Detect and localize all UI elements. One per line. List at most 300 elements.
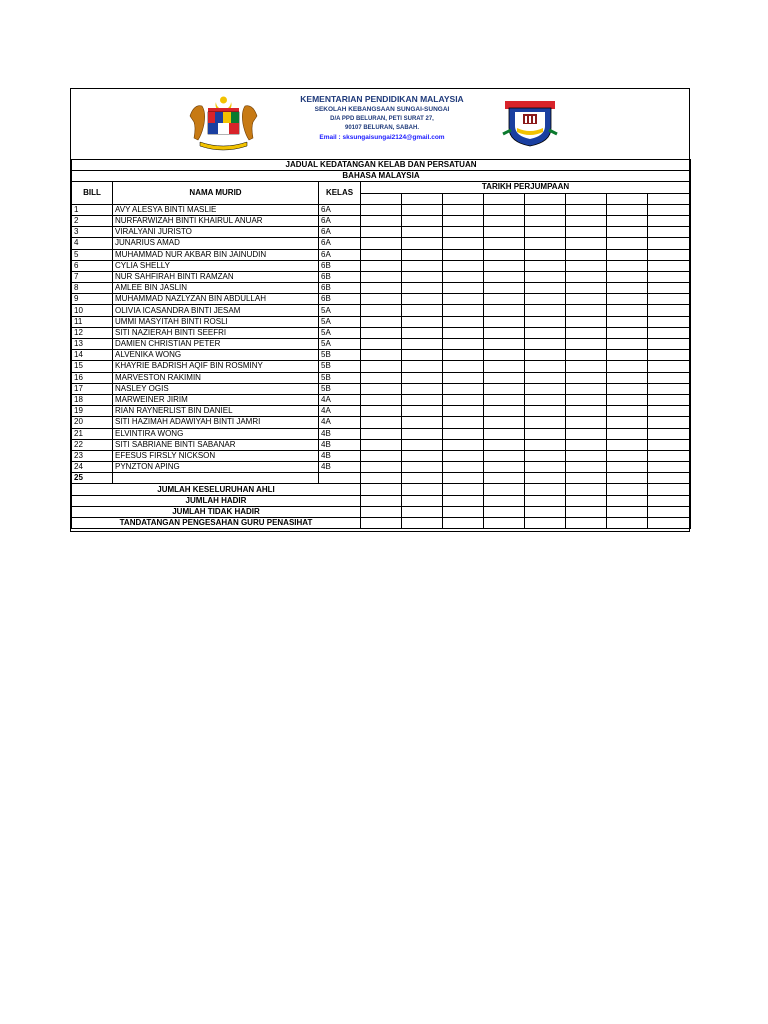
attendance-cell[interactable] — [607, 249, 648, 260]
date-header-cell[interactable] — [648, 193, 691, 204]
attendance-cell[interactable] — [361, 462, 402, 473]
attendance-cell[interactable] — [361, 473, 402, 484]
attendance-cell[interactable] — [484, 406, 525, 417]
attendance-cell[interactable] — [648, 215, 691, 226]
attendance-cell[interactable] — [607, 383, 648, 394]
attendance-cell[interactable] — [484, 249, 525, 260]
table-row — [72, 394, 691, 405]
attendance-cell[interactable] — [648, 350, 691, 361]
summary-cell[interactable] — [443, 518, 484, 529]
kelas-cell: 5A — [319, 305, 361, 316]
table-row — [72, 383, 691, 394]
table-row — [72, 305, 691, 316]
attendance-cell[interactable] — [566, 249, 607, 260]
attendance-cell[interactable] — [443, 227, 484, 238]
attendance-cell[interactable] — [402, 327, 443, 338]
kelas-cell: 4A — [319, 406, 361, 417]
attendance-cell[interactable] — [443, 238, 484, 249]
attendance-cell[interactable] — [566, 450, 607, 461]
attendance-cell[interactable] — [607, 428, 648, 439]
attendance-cell[interactable] — [566, 473, 607, 484]
attendance-cell[interactable] — [443, 316, 484, 327]
attendance-cell[interactable] — [402, 361, 443, 372]
attendance-cell[interactable] — [443, 204, 484, 215]
attendance-cell[interactable] — [648, 204, 691, 215]
attendance-cell[interactable] — [525, 394, 566, 405]
attendance-cell[interactable] — [648, 406, 691, 417]
attendance-cell[interactable] — [402, 406, 443, 417]
attendance-cell[interactable] — [566, 294, 607, 305]
table-row — [72, 227, 691, 238]
attendance-cell[interactable] — [566, 383, 607, 394]
attendance-cell[interactable] — [361, 361, 402, 372]
date-header-cell[interactable] — [402, 193, 443, 204]
attendance-cell[interactable] — [648, 439, 691, 450]
attendance-cell[interactable] — [648, 473, 691, 484]
bill-cell: 19 — [72, 406, 113, 417]
attendance-cell[interactable] — [525, 327, 566, 338]
attendance-cell[interactable] — [402, 428, 443, 439]
attendance-cell[interactable] — [443, 439, 484, 450]
attendance-cell[interactable] — [525, 417, 566, 428]
attendance-cell[interactable] — [361, 316, 402, 327]
summary-cell[interactable] — [525, 506, 566, 517]
attendance-cell[interactable] — [607, 238, 648, 249]
attendance-cell[interactable] — [484, 283, 525, 294]
attendance-cell[interactable] — [361, 372, 402, 383]
attendance-cell[interactable] — [361, 406, 402, 417]
attendance-cell[interactable] — [361, 260, 402, 271]
attendance-cell[interactable] — [402, 417, 443, 428]
student-name-cell: DAMIEN CHRISTIAN PETER — [113, 339, 319, 350]
attendance-cell[interactable] — [402, 439, 443, 450]
attendance-cell[interactable] — [484, 215, 525, 226]
table-row — [72, 260, 691, 271]
kelas-cell: 6A — [319, 227, 361, 238]
attendance-cell[interactable] — [484, 473, 525, 484]
attendance-cell[interactable] — [566, 350, 607, 361]
attendance-cell[interactable] — [443, 383, 484, 394]
attendance-cell[interactable] — [648, 417, 691, 428]
attendance-cell[interactable] — [484, 204, 525, 215]
attendance-cell[interactable] — [361, 450, 402, 461]
attendance-cell[interactable] — [525, 350, 566, 361]
attendance-cell[interactable] — [648, 383, 691, 394]
attendance-sheet — [70, 88, 690, 532]
summary-cell[interactable] — [443, 506, 484, 517]
attendance-cell[interactable] — [361, 249, 402, 260]
attendance-cell[interactable] — [566, 406, 607, 417]
table-row — [72, 428, 691, 439]
attendance-cell[interactable] — [484, 361, 525, 372]
bill-cell: 3 — [72, 227, 113, 238]
attendance-cell[interactable] — [648, 227, 691, 238]
student-name-cell: NURFARWIZAH BINTI KHAIRUL ANUAR — [113, 215, 319, 226]
attendance-cell[interactable] — [443, 462, 484, 473]
attendance-cell[interactable] — [361, 215, 402, 226]
attendance-cell[interactable] — [525, 215, 566, 226]
address-line-2: 90107 BELURAN, SABAH. — [344, 125, 420, 131]
attendance-cell[interactable] — [566, 260, 607, 271]
attendance-table — [71, 159, 691, 529]
attendance-cell[interactable] — [402, 238, 443, 249]
attendance-cell[interactable] — [607, 473, 648, 484]
summary-row — [72, 518, 691, 529]
attendance-cell[interactable] — [648, 327, 691, 338]
summary-cell[interactable] — [402, 506, 443, 517]
summary-cell[interactable] — [648, 506, 691, 517]
attendance-cell[interactable] — [443, 249, 484, 260]
attendance-cell[interactable] — [402, 271, 443, 282]
attendance-cell[interactable] — [648, 305, 691, 316]
summary-cell[interactable] — [566, 495, 607, 506]
attendance-cell[interactable] — [607, 350, 648, 361]
attendance-cell[interactable] — [484, 305, 525, 316]
attendance-cell[interactable] — [484, 294, 525, 305]
attendance-cell[interactable] — [566, 428, 607, 439]
attendance-cell[interactable] — [566, 439, 607, 450]
attendance-cell[interactable] — [566, 283, 607, 294]
attendance-cell[interactable] — [484, 372, 525, 383]
attendance-cell[interactable] — [484, 227, 525, 238]
attendance-cell[interactable] — [402, 462, 443, 473]
date-header-cell[interactable] — [607, 193, 648, 204]
summary-cell[interactable] — [402, 484, 443, 495]
attendance-cell[interactable] — [484, 383, 525, 394]
attendance-cell[interactable] — [443, 305, 484, 316]
attendance-cell[interactable] — [361, 271, 402, 282]
attendance-cell[interactable] — [525, 227, 566, 238]
summary-cell[interactable] — [566, 506, 607, 517]
summary-cell[interactable] — [648, 495, 691, 506]
attendance-cell[interactable] — [443, 428, 484, 439]
ministry-name: KEMENTARIAN PENDIDIKAN MALAYSIA — [300, 94, 464, 104]
attendance-cell[interactable] — [607, 316, 648, 327]
attendance-cell[interactable] — [607, 227, 648, 238]
attendance-cell[interactable] — [484, 428, 525, 439]
attendance-cell[interactable] — [361, 204, 402, 215]
summary-cell[interactable] — [607, 518, 648, 529]
attendance-cell[interactable] — [443, 271, 484, 282]
bill-cell: 17 — [72, 383, 113, 394]
attendance-cell[interactable] — [648, 428, 691, 439]
attendance-cell[interactable] — [484, 339, 525, 350]
attendance-cell[interactable] — [484, 417, 525, 428]
attendance-cell[interactable] — [484, 316, 525, 327]
attendance-cell[interactable] — [607, 406, 648, 417]
bill-cell: 18 — [72, 394, 113, 405]
attendance-cell[interactable] — [361, 394, 402, 405]
summary-cell[interactable] — [402, 518, 443, 529]
attendance-cell[interactable] — [484, 462, 525, 473]
attendance-cell[interactable] — [443, 350, 484, 361]
student-name-cell: PYNZTON APING — [113, 462, 319, 473]
attendance-cell[interactable] — [361, 327, 402, 338]
attendance-cell[interactable] — [648, 394, 691, 405]
student-name-cell: MARVESTON RAKIMIN — [113, 372, 319, 383]
date-header-cell[interactable] — [361, 193, 402, 204]
summary-cell[interactable] — [525, 484, 566, 495]
attendance-cell[interactable] — [525, 305, 566, 316]
school-info — [271, 93, 493, 143]
attendance-cell[interactable] — [607, 294, 648, 305]
attendance-cell[interactable] — [484, 450, 525, 461]
attendance-cell[interactable] — [525, 260, 566, 271]
malaysia-coat-of-arms-icon — [186, 94, 261, 154]
summary-row — [72, 484, 691, 495]
attendance-cell[interactable] — [525, 271, 566, 282]
attendance-cell[interactable] — [607, 394, 648, 405]
summary-cell[interactable] — [525, 518, 566, 529]
attendance-cell[interactable] — [443, 394, 484, 405]
summary-cell[interactable] — [484, 495, 525, 506]
table-row — [72, 249, 691, 260]
attendance-cell[interactable] — [402, 204, 443, 215]
school-name: SEKOLAH KEBANGSAAN SUNGAI-SUNGAI — [314, 106, 450, 113]
attendance-cell[interactable] — [525, 238, 566, 249]
attendance-cell[interactable] — [443, 260, 484, 271]
kelas-cell: 5A — [319, 316, 361, 327]
attendance-cell[interactable] — [402, 350, 443, 361]
kelas-cell: 4A — [319, 417, 361, 428]
attendance-cell[interactable] — [402, 450, 443, 461]
table-row — [72, 406, 691, 417]
attendance-cell[interactable] — [443, 339, 484, 350]
attendance-cell[interactable] — [648, 361, 691, 372]
summary-cell[interactable] — [361, 506, 402, 517]
summary-cell[interactable] — [484, 518, 525, 529]
attendance-cell[interactable] — [361, 350, 402, 361]
student-name-cell: OLIVIA ICASANDRA BINTI JESAM — [113, 305, 319, 316]
summary-cell[interactable] — [361, 518, 402, 529]
summary-cell[interactable] — [484, 506, 525, 517]
attendance-cell[interactable] — [402, 473, 443, 484]
attendance-cell[interactable] — [525, 204, 566, 215]
attendance-cell[interactable] — [607, 450, 648, 461]
attendance-cell[interactable] — [525, 473, 566, 484]
attendance-cell[interactable] — [607, 305, 648, 316]
summary-cell[interactable] — [484, 484, 525, 495]
student-name-cell: CYLIA SHELLY — [113, 260, 319, 271]
attendance-cell[interactable] — [607, 361, 648, 372]
date-header-cell[interactable] — [525, 193, 566, 204]
attendance-cell[interactable] — [443, 215, 484, 226]
bill-cell: 20 — [72, 417, 113, 428]
attendance-cell[interactable] — [607, 327, 648, 338]
attendance-cell[interactable] — [607, 372, 648, 383]
school-logo-icon — [501, 98, 559, 148]
attendance-cell[interactable] — [607, 462, 648, 473]
attendance-cell[interactable] — [484, 238, 525, 249]
attendance-cell[interactable] — [607, 271, 648, 282]
attendance-cell[interactable] — [607, 260, 648, 271]
attendance-cell[interactable] — [443, 406, 484, 417]
attendance-cell[interactable] — [484, 439, 525, 450]
attendance-cell[interactable] — [402, 227, 443, 238]
summary-cell[interactable] — [566, 484, 607, 495]
attendance-cell[interactable] — [648, 294, 691, 305]
attendance-cell[interactable] — [402, 339, 443, 350]
summary-cell[interactable] — [525, 495, 566, 506]
attendance-cell[interactable] — [566, 204, 607, 215]
table-row — [72, 361, 691, 372]
letterhead — [71, 89, 689, 160]
attendance-cell[interactable] — [566, 394, 607, 405]
attendance-cell[interactable] — [443, 372, 484, 383]
summary-cell[interactable] — [361, 495, 402, 506]
bill-cell: 24 — [72, 462, 113, 473]
bill-cell: 14 — [72, 350, 113, 361]
attendance-cell[interactable] — [648, 283, 691, 294]
attendance-cell[interactable] — [525, 294, 566, 305]
attendance-cell[interactable] — [443, 283, 484, 294]
attendance-cell[interactable] — [648, 271, 691, 282]
attendance-cell[interactable] — [402, 260, 443, 271]
bill-cell: 7 — [72, 271, 113, 282]
attendance-cell[interactable] — [484, 394, 525, 405]
attendance-cell[interactable] — [607, 283, 648, 294]
attendance-cell[interactable] — [607, 204, 648, 215]
attendance-cell[interactable] — [402, 249, 443, 260]
kelas-cell: 5B — [319, 350, 361, 361]
summary-cell[interactable] — [607, 495, 648, 506]
attendance-cell[interactable] — [484, 327, 525, 338]
date-header-cell[interactable] — [566, 193, 607, 204]
attendance-cell[interactable] — [402, 215, 443, 226]
table-row — [72, 439, 691, 450]
attendance-cell[interactable] — [361, 383, 402, 394]
attendance-cell[interactable] — [566, 316, 607, 327]
attendance-cell[interactable] — [648, 249, 691, 260]
student-name-cell: MUHAMMAD NAZLYZAN BIN ABDULLAH — [113, 294, 319, 305]
attendance-cell[interactable] — [648, 260, 691, 271]
summary-cell[interactable] — [566, 518, 607, 529]
summary-cell[interactable] — [443, 495, 484, 506]
attendance-cell[interactable] — [361, 417, 402, 428]
attendance-cell[interactable] — [443, 473, 484, 484]
attendance-cell[interactable] — [566, 327, 607, 338]
attendance-cell[interactable] — [566, 305, 607, 316]
attendance-cell[interactable] — [607, 417, 648, 428]
student-name-cell: VIRALYANI JURISTO — [113, 227, 319, 238]
attendance-cell[interactable] — [525, 439, 566, 450]
attendance-cell[interactable] — [607, 439, 648, 450]
summary-cell[interactable] — [443, 484, 484, 495]
attendance-cell[interactable] — [648, 372, 691, 383]
attendance-cell[interactable] — [525, 249, 566, 260]
attendance-cell[interactable] — [443, 327, 484, 338]
attendance-cell[interactable] — [525, 283, 566, 294]
summary-cell[interactable] — [607, 506, 648, 517]
summary-cell[interactable] — [607, 484, 648, 495]
attendance-cell[interactable] — [525, 339, 566, 350]
attendance-cell[interactable] — [648, 339, 691, 350]
attendance-cell[interactable] — [607, 215, 648, 226]
attendance-cell[interactable] — [566, 227, 607, 238]
attendance-cell[interactable] — [443, 294, 484, 305]
summary-cell[interactable] — [648, 518, 691, 529]
attendance-cell[interactable] — [402, 294, 443, 305]
attendance-cell[interactable] — [402, 394, 443, 405]
attendance-cell[interactable] — [361, 339, 402, 350]
attendance-cell[interactable] — [566, 215, 607, 226]
date-header-cell[interactable] — [443, 193, 484, 204]
attendance-cell[interactable] — [566, 238, 607, 249]
summary-cell[interactable] — [361, 484, 402, 495]
attendance-cell[interactable] — [443, 417, 484, 428]
kelas-cell: 5B — [319, 383, 361, 394]
bill-cell: 23 — [72, 450, 113, 461]
attendance-cell[interactable] — [361, 283, 402, 294]
date-header-cell[interactable] — [484, 193, 525, 204]
bill-cell: 10 — [72, 305, 113, 316]
attendance-cell[interactable] — [402, 372, 443, 383]
table-row — [72, 271, 691, 282]
attendance-cell[interactable] — [402, 316, 443, 327]
attendance-cell[interactable] — [648, 238, 691, 249]
attendance-cell[interactable] — [525, 428, 566, 439]
attendance-cell[interactable] — [361, 227, 402, 238]
col-header-bill: BILL — [72, 182, 113, 204]
attendance-cell[interactable] — [402, 305, 443, 316]
table-row — [72, 215, 691, 226]
attendance-cell[interactable] — [361, 294, 402, 305]
attendance-cell[interactable] — [361, 428, 402, 439]
attendance-cell[interactable] — [566, 417, 607, 428]
attendance-cell[interactable] — [484, 350, 525, 361]
attendance-cell[interactable] — [607, 339, 648, 350]
attendance-cell[interactable] — [648, 450, 691, 461]
attendance-cell[interactable] — [402, 283, 443, 294]
attendance-cell[interactable] — [443, 361, 484, 372]
attendance-cell[interactable] — [648, 462, 691, 473]
bill-cell: 12 — [72, 327, 113, 338]
attendance-cell[interactable] — [566, 271, 607, 282]
attendance-cell[interactable] — [361, 439, 402, 450]
summary-cell[interactable] — [648, 484, 691, 495]
kelas-cell: 5B — [319, 361, 361, 372]
student-name-cell: EFESUS FIRSLY NICKSON — [113, 450, 319, 461]
attendance-cell[interactable] — [566, 361, 607, 372]
bill-cell: 2 — [72, 215, 113, 226]
attendance-cell[interactable] — [443, 450, 484, 461]
kelas-cell: 6B — [319, 260, 361, 271]
summary-row — [72, 506, 691, 517]
bill-cell: 25 — [72, 473, 113, 484]
attendance-cell[interactable] — [566, 372, 607, 383]
attendance-cell[interactable] — [525, 383, 566, 394]
attendance-cell[interactable] — [525, 462, 566, 473]
attendance-cell[interactable] — [648, 316, 691, 327]
bill-cell: 21 — [72, 428, 113, 439]
attendance-cell[interactable] — [525, 406, 566, 417]
table-row — [72, 327, 691, 338]
attendance-cell[interactable] — [566, 339, 607, 350]
attendance-cell[interactable] — [361, 305, 402, 316]
kelas-cell: 4B — [319, 462, 361, 473]
attendance-cell[interactable] — [566, 462, 607, 473]
attendance-cell[interactable] — [525, 361, 566, 372]
attendance-cell[interactable] — [525, 372, 566, 383]
attendance-cell[interactable] — [484, 260, 525, 271]
kelas-cell: 6A — [319, 238, 361, 249]
attendance-cell[interactable] — [525, 316, 566, 327]
summary-cell[interactable] — [402, 495, 443, 506]
attendance-cell[interactable] — [484, 271, 525, 282]
attendance-cell[interactable] — [361, 238, 402, 249]
attendance-cell[interactable] — [402, 383, 443, 394]
attendance-cell[interactable] — [525, 450, 566, 461]
